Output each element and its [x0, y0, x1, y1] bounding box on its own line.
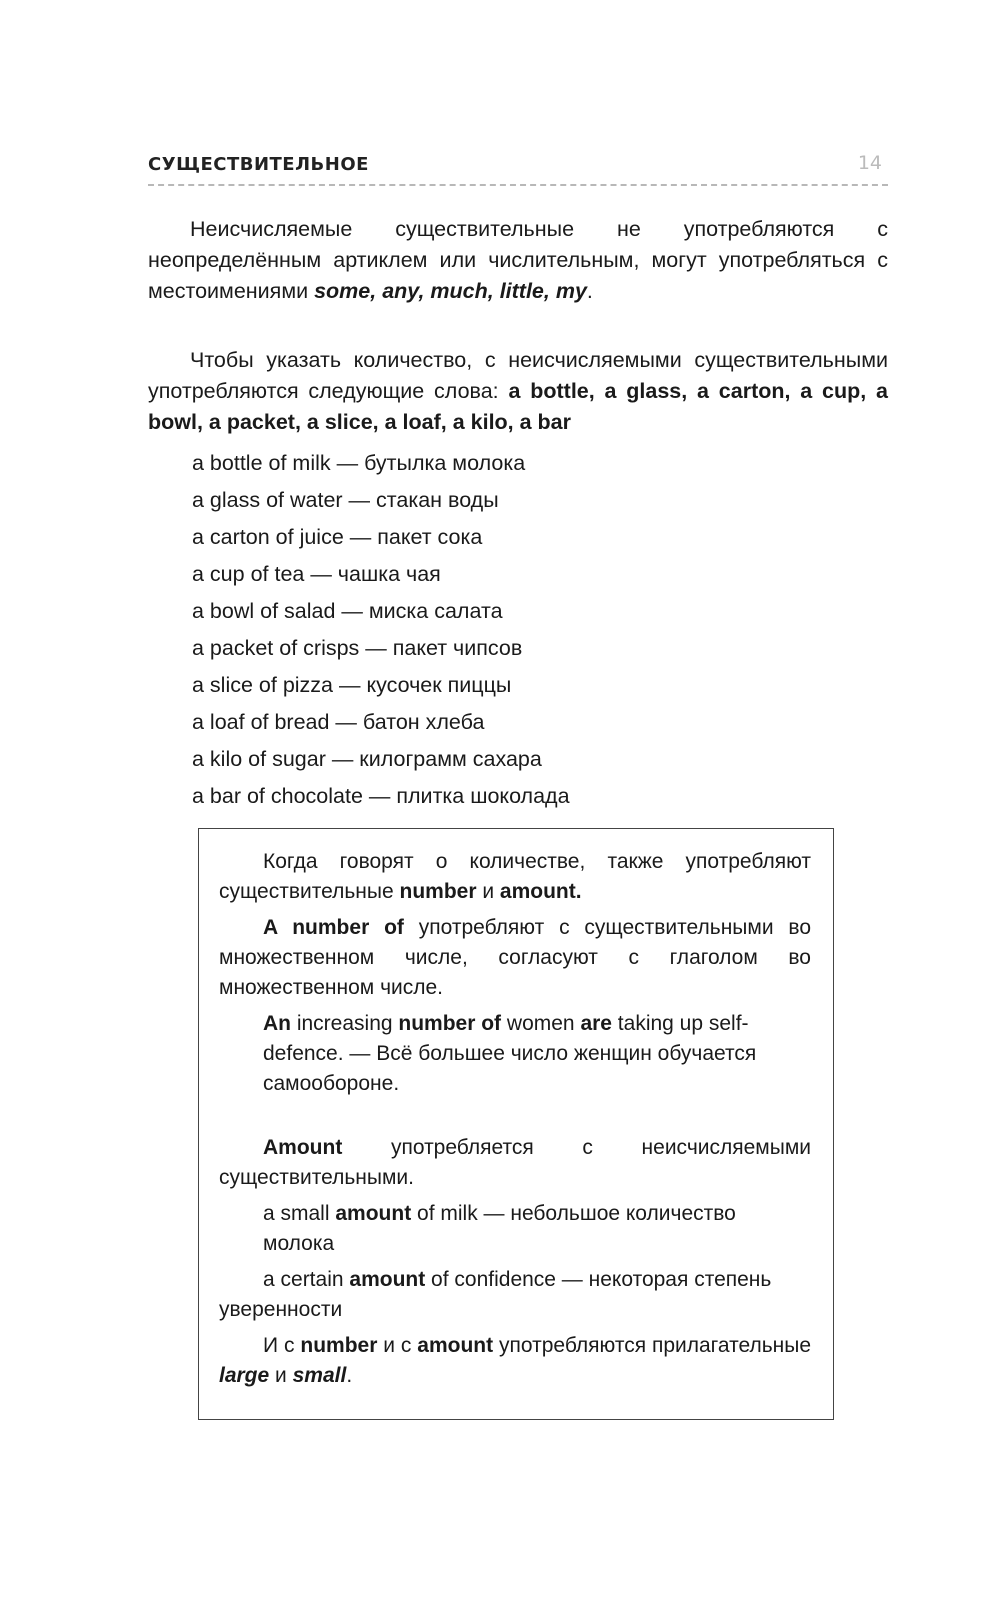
note-box: [198, 828, 834, 1420]
text: употребляют с существительными во множественном числе, согласуют с глаголом во множественном числе.: [219, 916, 812, 999]
list-item: a bottle of milk — бутылка молока: [192, 451, 526, 475]
text: increasing: [291, 1012, 399, 1035]
text: a small: [263, 1202, 336, 1225]
text: Когда говорят о количестве, также употребляют существительные: [219, 850, 811, 903]
section-title: СУЩЕСТВИТЕЛЬНОЕ: [148, 154, 369, 175]
bold-word: number of: [398, 1012, 502, 1035]
text: of milk — небольшое количество молока: [263, 1202, 736, 1255]
list-item: a bowl of salad — миска салата: [192, 599, 503, 623]
bold-italic-word: large: [219, 1364, 270, 1387]
text: И с: [263, 1334, 301, 1357]
note-amount-example-1: [219, 1199, 811, 1259]
text: a certain: [263, 1268, 350, 1291]
text: и: [476, 880, 500, 903]
paragraph-quantity-words: [148, 345, 888, 438]
bold-word: amount: [335, 1202, 412, 1225]
list-item: a kilo of sugar — килограмм сахара: [192, 747, 542, 771]
list-item: a loaf of bread — батон хлеба: [192, 710, 485, 734]
note-amount-example-2: [219, 1265, 811, 1325]
term-a-number-of: A number of: [263, 916, 404, 939]
note-number-rule: [219, 913, 811, 1003]
bold-word: amount: [417, 1334, 494, 1357]
bold-word: number: [300, 1334, 378, 1357]
text: women: [501, 1012, 581, 1035]
quantity-word-list: a bottle, a glass, a carton, a cup, a bowl, a packet, a slice, a loaf, a kilo, a bar: [148, 379, 888, 434]
paragraph-uncountable-nouns: [148, 214, 888, 307]
paragraph-text: Чтобы указать количество, с неисчисляемыми существительными употребляются следующие слова:: [148, 348, 888, 403]
note-amount-rule: [219, 1133, 811, 1193]
list-item: a carton of juice — пакет сока: [192, 525, 483, 549]
term-amount: amount.: [499, 880, 582, 903]
note-final: [219, 1331, 811, 1391]
bold-italic-word: small: [292, 1364, 347, 1387]
bold-word: An: [263, 1012, 291, 1035]
text: of confidence — некоторая степень уверенности: [219, 1268, 772, 1321]
note-intro: [219, 847, 811, 907]
text: .: [346, 1364, 353, 1387]
paragraph-text: Неисчисляемые существительные не употребляются с неопределённым артиклем или числительным, могут употребляться с местоимениями: [148, 217, 888, 303]
list-item: a packet of crisps — пакет чипсов: [192, 636, 523, 660]
bold-word: amount: [349, 1268, 426, 1291]
bold-word: are: [580, 1012, 612, 1035]
page-number: 14: [857, 152, 882, 174]
text: употребляется с неисчисляемыми существительными.: [219, 1136, 811, 1189]
note-number-example: [219, 1009, 811, 1099]
paragraph-end: .: [586, 279, 593, 303]
list-item: a bar of chocolate — плитка шоколада: [192, 784, 570, 808]
running-header: [148, 150, 888, 186]
list-item: a cup of tea — чашка чая: [192, 562, 441, 586]
term-amount: Amount: [263, 1136, 343, 1159]
list-item: a slice of pizza — кусочек пиццы: [192, 673, 512, 697]
example-list: [192, 445, 570, 815]
pronoun-list: some, any, much, little, my: [314, 279, 587, 303]
text: и: [269, 1364, 293, 1387]
text: употребляются прилагательные: [493, 1334, 812, 1357]
term-number: number: [399, 880, 477, 903]
list-item: a glass of water — стакан воды: [192, 488, 499, 512]
text: и с: [377, 1334, 418, 1357]
text: taking up self-defence. — Всё большее число женщин обучается самообороне.: [263, 1012, 757, 1095]
